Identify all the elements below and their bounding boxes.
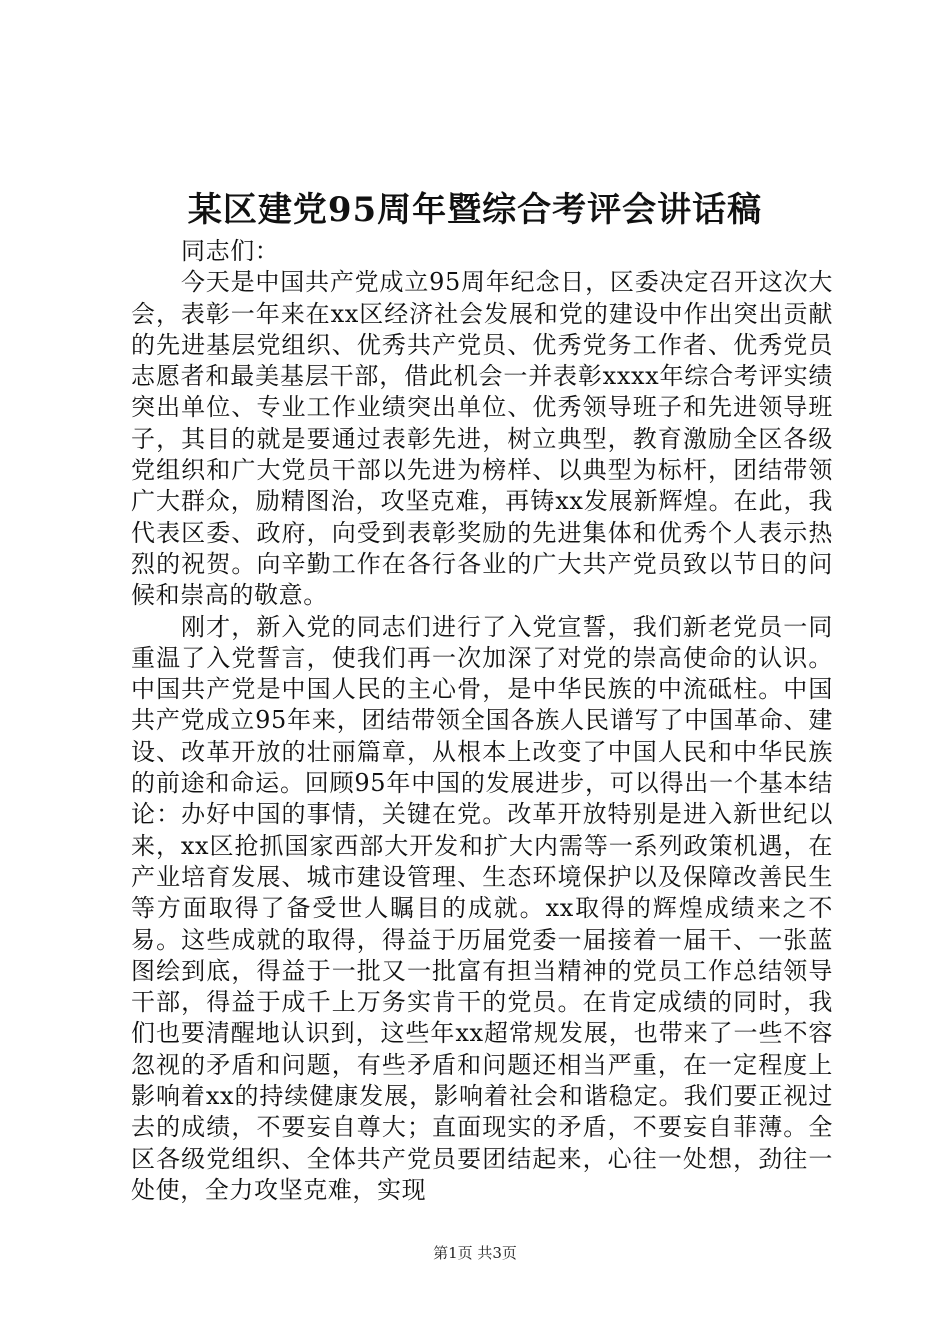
paragraph-1: 今天是中国共产党成立95周年纪念日，区委决定召开这次大会，表彰一年来在xx区经济社会发展和党的建设中作出突出贡献的先进基层党组织、优秀共产党员、优秀党务工作者、优秀党员志愿者和最美基层干部，借此机会一并表彰xxxx年综合考评实绩突出单位、专业工作业绩突出单位、优秀领导班子和先进领导班子，其目的就是要通过表彰先进，树立典型，教育激励全区各级党组织和广大党员干部以先进为榜样、以典型为标杆，团结带领广大群众，励精图治，攻坚克难，再铸xx发展新辉煌。在此，我代表区委、政府，向受到表彰奖励的先进集体和优秀个人表示热烈的祝贺。向辛勤工作在各行各业的广大共产党员致以节日的问候和崇高的敬意。 [131, 268, 833, 610]
page-footer: 第1页 共3页 [433, 1244, 517, 1262]
paragraph-2: 刚才，新入党的同志们进行了入党宣誓，我们新老党员一同重温了入党誓言，使我们再一次加深了对党的崇高使命的认识。中国共产党是中国人民的主心骨，是中华民族的中流砥柱。中国共产党成立95年来，团结带领全国各族人民谱写了中国革命、建设、改革开放的壮丽篇章，从根本上改变了中国人民和中华民族的前途和命运。回顾95年中国的发展进步，可以得出一个基本结论：办好中国的事情，关键在党。改革开放特别是进入新世纪以来，xx区抢抓国家西部大开发和扩大内需等一系列政策机遇，在产业培育发展、城市建设管理、生态环境保护以及保障改善民生等方面取得了备受世人瞩目的成就。xx取得的辉煌成绩来之不易。这些成就的取得，得益于历届党委一届接着一届干、一张蓝图绘到底，得益于一批又一批富有担当精神的党员工作总结领导干部，得益于成千上万务实肯干的党员。在肯定成绩的同时，我们也要清醒地认识到，这些年xx超常规发展，也带来了一些不容忽视的矛盾和问题，有些矛盾和问题还相当严重，在一定程度上影响着xx的持续健康发展，影响着社会和谐稳定。我们要正视过去的成绩，不要妄自尊大；直面现实的矛盾，不要妄自菲薄。全区各级党组织、全体共产党员要团结起来，心往一处想，劲往一处使，全力攻坚克难，实现 [131, 612, 833, 1204]
document-body [131, 236, 833, 1206]
salutation: 同志们： [181, 237, 280, 265]
document-title: 某区建党95周年暨综合考评会讲话稿 [187, 190, 763, 230]
